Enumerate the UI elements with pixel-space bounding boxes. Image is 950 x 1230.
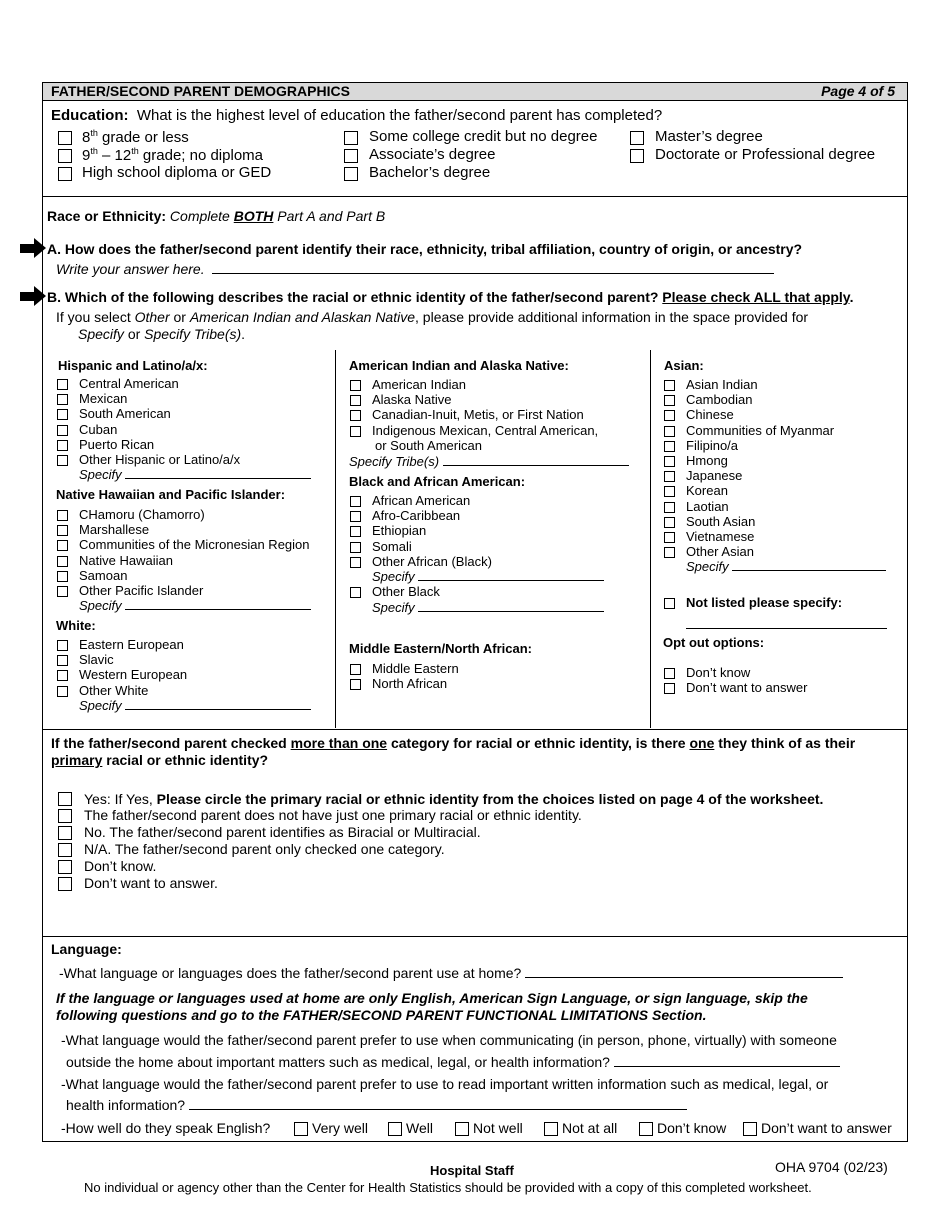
don-t-want-to-answer-checkbox[interactable] <box>664 683 675 694</box>
western-european-label: Western European <box>79 667 188 683</box>
language-read-field[interactable] <box>189 1108 687 1110</box>
nhpi-specify-field[interactable] <box>125 608 311 610</box>
edu-doctorate-label: Doctorate or Professional degree <box>655 146 876 163</box>
edu-master-checkbox[interactable] <box>630 131 644 145</box>
english-not-at-all-checkbox[interactable] <box>544 1122 558 1136</box>
central-american-label: Central American <box>79 376 179 391</box>
south-american-label: South American <box>79 406 171 422</box>
other-african-black-label: Other African (Black) <box>372 553 492 569</box>
column-divider <box>335 350 336 728</box>
divider <box>43 936 907 937</box>
cambodian-label: Cambodian <box>686 392 753 408</box>
worksheet-frame <box>42 82 908 1142</box>
footer-hospital-staff: Hospital Staff <box>430 1163 514 1178</box>
north-african-label: North African <box>372 676 448 692</box>
language-home-question: -What language or languages does the father/second parent use at home? <box>59 965 843 981</box>
middle-eastern-label: Middle Eastern <box>372 661 459 676</box>
not-listed-field[interactable] <box>686 628 887 629</box>
not-listed-checkbox[interactable] <box>664 598 675 609</box>
don-t-want-to-answer-label: Don’t want to answer <box>686 680 808 696</box>
marshallese-label: Marshallese <box>79 522 150 538</box>
language-read-line2: health information? <box>66 1097 687 1113</box>
hmong-label: Hmong <box>686 453 728 468</box>
central-american-checkbox[interactable] <box>57 379 68 390</box>
primary-option-5-label: Don’t want to answer. <box>84 875 218 891</box>
language-title: Language: <box>51 941 122 957</box>
eastern-european-label: Eastern European <box>79 637 184 652</box>
samoan-label: Samoan <box>79 567 128 583</box>
language-communicate-line2: outside the home about important matters such as medical, legal, or health information? <box>66 1054 840 1070</box>
african-specify: Specify <box>372 569 604 584</box>
african-specify-field[interactable] <box>418 579 604 581</box>
asian-indian-checkbox[interactable] <box>664 380 675 391</box>
primary-yes-checkbox[interactable] <box>58 792 72 806</box>
other-white-checkbox[interactable] <box>57 686 68 697</box>
mena-title: Middle Eastern/North African: <box>349 641 532 656</box>
eastern-european-checkbox[interactable] <box>57 640 68 651</box>
primary-option-4-checkbox[interactable] <box>58 860 72 874</box>
alaska-native-checkbox[interactable] <box>350 395 361 406</box>
language-communicate-question: -What language would the father/second parent prefer to use when communicating (in person, phone, virtually) with someone <box>61 1032 837 1048</box>
primary-option-5-checkbox[interactable] <box>58 877 72 891</box>
african-american-checkbox[interactable] <box>350 496 361 507</box>
edu-8th-label: 8th grade or less <box>82 128 189 146</box>
hispanic-title: Hispanic and Latino/a/x: <box>58 358 208 373</box>
part-b-note-line2: Specify or Specify Tribe(s). <box>78 326 246 342</box>
asian-indian-label: Asian Indian <box>686 377 758 392</box>
native-hawaiian-checkbox[interactable] <box>57 556 68 567</box>
black-title: Black and African American: <box>349 474 526 489</box>
other-asian-label: Other Asian <box>686 544 754 560</box>
tribe-specify: Specify Tribe(s) <box>349 454 629 469</box>
don-t-know-label: Don’t know <box>686 665 751 680</box>
aian-continuation: or South American <box>375 438 482 453</box>
edu-bachelor-label: Bachelor’s degree <box>369 164 491 181</box>
canadian-inuit-metis-or-first-nation-label: Canadian-Inuit, Metis, or First Nation <box>372 407 584 423</box>
primary-option-3-label: N/A. The father/second parent only checked one category. <box>84 841 445 857</box>
vietnamese-label: Vietnamese <box>686 529 755 544</box>
english-not-well-label: Not well <box>473 1120 523 1136</box>
english-don-t-know-checkbox[interactable] <box>639 1122 653 1136</box>
primary-question-line1: If the father/second parent checked more than one category for racial or ethnic identity, is there one they think of as their <box>51 735 856 751</box>
tribe-specify-field[interactable] <box>443 464 629 466</box>
part-a-answer-row: Write your answer here. <box>56 261 774 277</box>
footer-form-number: OHA 9704 (02/23) <box>775 1159 888 1175</box>
divider <box>43 729 907 730</box>
edu-associate-checkbox[interactable] <box>344 149 358 163</box>
white-specify-field[interactable] <box>125 708 311 710</box>
hispanic-specify-field[interactable] <box>125 477 311 479</box>
communities-of-myanmar-label: Communities of Myanmar <box>686 422 835 438</box>
language-communicate-field[interactable] <box>614 1065 840 1067</box>
asian-specify: Specify <box>686 559 886 574</box>
communities-of-the-micronesian-region-checkbox[interactable] <box>57 540 68 551</box>
primary-option-2-checkbox[interactable] <box>58 826 72 840</box>
part-b-question: B. Which of the following describes the racial or ethnic identity of the father/second parent? Please check ALL that apply. <box>47 289 854 305</box>
somali-checkbox[interactable] <box>350 542 361 553</box>
laotian-label: Laotian <box>686 498 729 514</box>
other-hispanic-or-latino-a-x-checkbox[interactable] <box>57 455 68 466</box>
vietnamese-checkbox[interactable] <box>664 532 675 543</box>
communities-of-the-micronesian-region-label: Communities of the Micronesian Region <box>79 537 310 553</box>
other-african-black-checkbox[interactable] <box>350 557 361 568</box>
english-very-well-label: Very well <box>312 1120 369 1136</box>
native-hawaiian-label: Native Hawaiian <box>79 552 173 568</box>
edu-hs-checkbox[interactable] <box>58 167 72 181</box>
primary-option-4-label: Don’t know. <box>84 858 157 874</box>
puerto-rican-checkbox[interactable] <box>57 440 68 451</box>
english-don-t-want-to-answer-checkbox[interactable] <box>743 1122 757 1136</box>
filipino-a-label: Filipino/a <box>686 437 739 453</box>
primary-option-2-label: No. The father/second parent identifies as Biracial or Multiracial. <box>84 824 481 840</box>
cuban-label: Cuban <box>79 421 118 437</box>
edu-doctorate-checkbox[interactable] <box>630 149 644 163</box>
primary-question-line2: primary racial or ethnic identity? <box>51 752 269 768</box>
aian-title: American Indian and Alaska Native: <box>349 358 569 373</box>
ethiopian-label: Ethiopian <box>372 523 427 539</box>
mexican-checkbox[interactable] <box>57 394 68 405</box>
edu-hs-label: High school diploma or GED <box>82 164 272 181</box>
other-black-specify: Specify <box>372 600 604 615</box>
language-home-field[interactable] <box>525 976 843 978</box>
english-don-t-want-to-answer-label: Don’t want to answer <box>761 1120 892 1136</box>
communities-of-myanmar-checkbox[interactable] <box>664 426 675 437</box>
footer-notice: No individual or agency other than the Center for Health Statistics should be provided with a copy of this completed worksheet. <box>84 1180 812 1195</box>
section-header <box>43 83 907 101</box>
indigenous-mexican-central-american-label: Indigenous Mexican, Central American, <box>372 422 599 438</box>
other-hispanic-or-latino-a-x-label: Other Hispanic or Latino/a/x <box>79 452 241 467</box>
alaska-native-label: Alaska Native <box>372 392 452 408</box>
nhpi-title: Native Hawaiian and Pacific Islander: <box>56 487 286 502</box>
canadian-inuit-metis-or-first-nation-checkbox[interactable] <box>350 410 361 421</box>
other-asian-checkbox[interactable] <box>664 547 675 558</box>
laotian-checkbox[interactable] <box>664 502 675 513</box>
puerto-rican-label: Puerto Rican <box>79 436 155 452</box>
other-pacific-islander-label: Other Pacific Islander <box>79 583 204 598</box>
chinese-checkbox[interactable] <box>664 410 675 421</box>
other-pacific-islander-checkbox[interactable] <box>57 586 68 597</box>
skip-instruction-line2: following questions and go to the FATHER/SECOND PARENT FUNCTIONAL LIMITATIONS Section. <box>56 1007 707 1023</box>
edu-some-college-label: Some college credit but no degree <box>369 128 598 145</box>
edu-9-12-label: 9th – 12th grade; no diploma <box>82 146 263 164</box>
primary-option-1-checkbox[interactable] <box>58 809 72 823</box>
hmong-checkbox[interactable] <box>664 456 675 467</box>
middle-eastern-checkbox[interactable] <box>350 664 361 675</box>
western-european-checkbox[interactable] <box>57 670 68 681</box>
asian-specify-field[interactable] <box>732 569 886 571</box>
filipino-a-checkbox[interactable] <box>664 441 675 452</box>
english-well-label: Well <box>406 1120 433 1136</box>
somali-label: Somali <box>372 538 412 554</box>
language-read-question: -What language would the father/second parent prefer to use to read important written information such as medical, legal, or <box>61 1076 829 1092</box>
section-title: FATHER/SECOND PARENT DEMOGRAPHICS <box>51 83 350 99</box>
english-very-well-checkbox[interactable] <box>294 1122 308 1136</box>
white-title: White: <box>56 618 96 633</box>
english-not-at-all-label: Not at all <box>562 1120 618 1136</box>
english-not-well-checkbox[interactable] <box>455 1122 469 1136</box>
other-black-specify-field[interactable] <box>418 610 604 612</box>
ethiopian-checkbox[interactable] <box>350 526 361 537</box>
english-question: -How well do they speak English? <box>61 1120 271 1136</box>
slavic-label: Slavic <box>79 652 114 668</box>
asian-title: Asian: <box>664 358 704 373</box>
chamoru-chamorro-label: CHamoru (Chamorro) <box>79 507 205 522</box>
education-question: Education: What is the highest level of education the father/second parent has completed? <box>51 107 663 124</box>
don-t-know-checkbox[interactable] <box>664 668 675 679</box>
mexican-label: Mexican <box>79 391 128 407</box>
part-a-answer-field[interactable] <box>212 272 774 274</box>
marshallese-checkbox[interactable] <box>57 525 68 536</box>
edu-bachelor-checkbox[interactable] <box>344 167 358 181</box>
samoan-checkbox[interactable] <box>57 571 68 582</box>
south-asian-label: South Asian <box>686 513 756 529</box>
english-don-t-know-label: Don’t know <box>657 1120 727 1136</box>
edu-9-12-checkbox[interactable] <box>58 149 72 163</box>
hispanic-specify: Specify <box>79 467 311 482</box>
edu-8th-checkbox[interactable] <box>58 131 72 145</box>
column-divider <box>650 350 651 728</box>
afro-caribbean-checkbox[interactable] <box>350 511 361 522</box>
english-well-checkbox[interactable] <box>388 1122 402 1136</box>
north-african-checkbox[interactable] <box>350 679 361 690</box>
cambodian-checkbox[interactable] <box>664 395 675 406</box>
african-american-label: African American <box>372 493 471 508</box>
divider <box>43 196 907 197</box>
cuban-checkbox[interactable] <box>57 425 68 436</box>
indigenous-mexican-central-american-checkbox[interactable] <box>350 426 361 437</box>
nhpi-specify: Specify <box>79 598 311 613</box>
primary-yes-label: Yes: If Yes, Please circle the primary racial or ethnic identity from the choices listed on page 4 of the worksheet. <box>84 791 824 807</box>
korean-label: Korean <box>686 483 728 499</box>
opt-out-title: Opt out options: <box>663 635 765 650</box>
korean-checkbox[interactable] <box>664 486 675 497</box>
american-indian-label: American Indian <box>372 377 466 392</box>
part-a-question: A. How does the father/second parent identify their race, ethnicity, tribal affiliation, country of origin, or ancestry? <box>47 241 803 257</box>
skip-instruction-line1: If the language or languages used at home are only English, American Sign Language, or sign language, skip the <box>56 990 808 1006</box>
primary-option-1-label: The father/second parent does not have just one primary racial or ethnic identity. <box>84 807 582 823</box>
afro-caribbean-label: Afro-Caribbean <box>372 508 461 524</box>
part-b-note-line1: If you select Other or American Indian and Alaskan Native, please provide additional information in the space provided for <box>56 309 809 325</box>
japanese-label: Japanese <box>686 468 743 484</box>
slavic-checkbox[interactable] <box>57 655 68 666</box>
other-white-label: Other White <box>79 682 149 698</box>
south-american-checkbox[interactable] <box>57 409 68 420</box>
not-listed-label: Not listed please specify: <box>686 595 843 610</box>
other-black-checkbox[interactable] <box>350 587 361 598</box>
edu-some-college-checkbox[interactable] <box>344 131 358 145</box>
primary-option-3-checkbox[interactable] <box>58 843 72 857</box>
page-number: Page 4 of 5 <box>821 83 895 99</box>
south-asian-checkbox[interactable] <box>664 517 675 528</box>
race-instruction: Race or Ethnicity: Complete BOTH Part A and Part B <box>47 208 386 224</box>
japanese-checkbox[interactable] <box>664 471 675 482</box>
chinese-label: Chinese <box>686 407 734 423</box>
american-indian-checkbox[interactable] <box>350 380 361 391</box>
edu-master-label: Master’s degree <box>655 128 763 145</box>
chamoru-chamorro-checkbox[interactable] <box>57 510 68 521</box>
other-black-label: Other Black <box>372 584 440 599</box>
white-specify: Specify <box>79 698 311 713</box>
edu-associate-label: Associate’s degree <box>369 146 496 163</box>
